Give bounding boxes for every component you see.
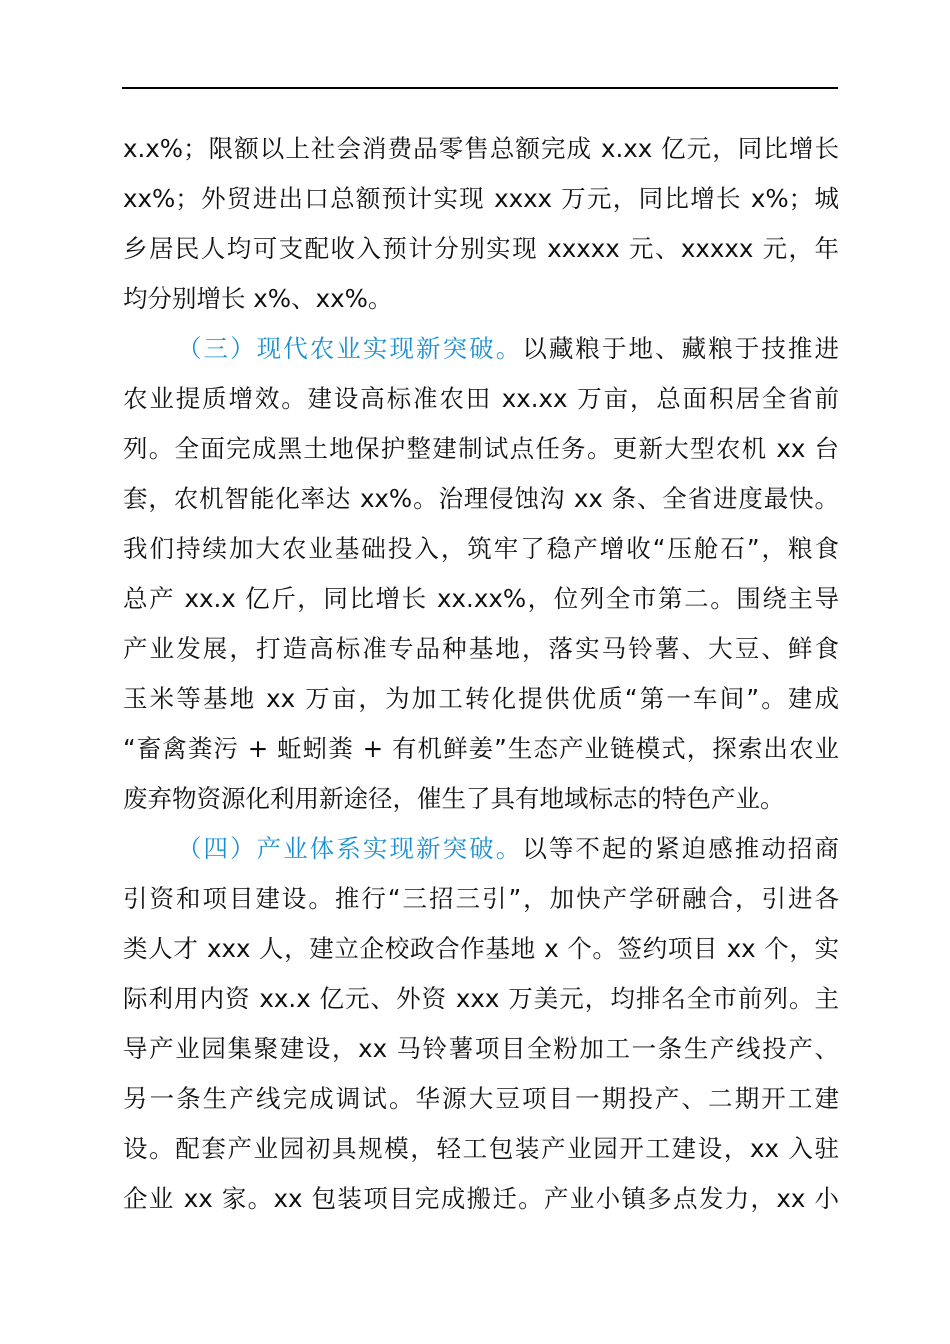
- text-line: x.x%；限额以上社会消费品零售总额完成 x.xx 亿元，同比增长: [123, 134, 839, 163]
- text-line: xx%；外贸进出口总额预计实现 xxxx 万元，同比增长 x%；城: [123, 184, 839, 213]
- text-line: 套，农机智能化率达 xx%。治理侵蚀沟 xx 条、全省进度最快。: [123, 484, 839, 513]
- text-line: 导产业园集聚建设，xx 马铃薯项目全粉加工一条生产线投产、: [123, 1034, 839, 1063]
- text-line: 农业提质增效。建设高标准农田 xx.xx 万亩，总面积居全省前: [123, 384, 839, 413]
- section-heading-line: （三）现代农业实现新突破。以藏粮于地、藏粮于技推进: [177, 334, 839, 363]
- text-line: “畜禽粪污 + 蚯蚓粪 + 有机鲜姜”生态产业链模式，探索出农业: [123, 734, 839, 763]
- text-line: 总产 xx.x 亿斤，同比增长 xx.xx%，位列全市第二。围绕主导: [123, 584, 839, 613]
- text-line: 引资和项目建设。推行“三招三引”，加快产学研融合，引进各: [123, 884, 839, 913]
- text-line: 废弃物资源化利用新途径，催生了具有地域标志的特色产业。: [123, 784, 785, 813]
- text-line: 际利用内资 xx.x 亿元、外资 xxx 万美元，均排名全市前列。主: [123, 984, 839, 1013]
- header-rule: [122, 87, 838, 89]
- text-line: 乡居民人均可支配收入预计分别实现 xxxxx 元、xxxxx 元，年: [123, 234, 839, 263]
- section-heading-line: （四）产业体系实现新突破。以等不起的紧迫感推动招商: [177, 834, 839, 863]
- text-line: 另一条生产线完成调试。华源大豆项目一期投产、二期开工建: [123, 1084, 839, 1113]
- text-line: 玉米等基地 xx 万亩，为加工转化提供优质“第一车间”。建成: [123, 684, 839, 713]
- text-line: 列。全面完成黑土地保护整建制试点任务。更新大型农机 xx 台: [123, 434, 839, 463]
- text-line: 类人才 xxx 人，建立企校政合作基地 x 个。签约项目 xx 个，实: [123, 934, 839, 963]
- section-heading-3: （三）现代农业实现新突破。: [177, 334, 523, 363]
- text-line: 企业 xx 家。xx 包装项目完成搬迁。产业小镇多点发力，xx 小: [123, 1184, 839, 1213]
- text-line: 均分别增长 x%、xx%。: [123, 284, 393, 313]
- text-line: 产业发展，打造高标准专品种基地，落实马铃薯、大豆、鲜食: [123, 634, 839, 663]
- text-line: 我们持续加大农业基础投入，筑牢了稳产增收“压舱石”，粮食: [123, 534, 839, 563]
- section-heading-4: （四）产业体系实现新突破。: [177, 834, 523, 863]
- text-line: 设。配套产业园初具规模，轻工包装产业园开工建设，xx 入驻: [123, 1134, 839, 1163]
